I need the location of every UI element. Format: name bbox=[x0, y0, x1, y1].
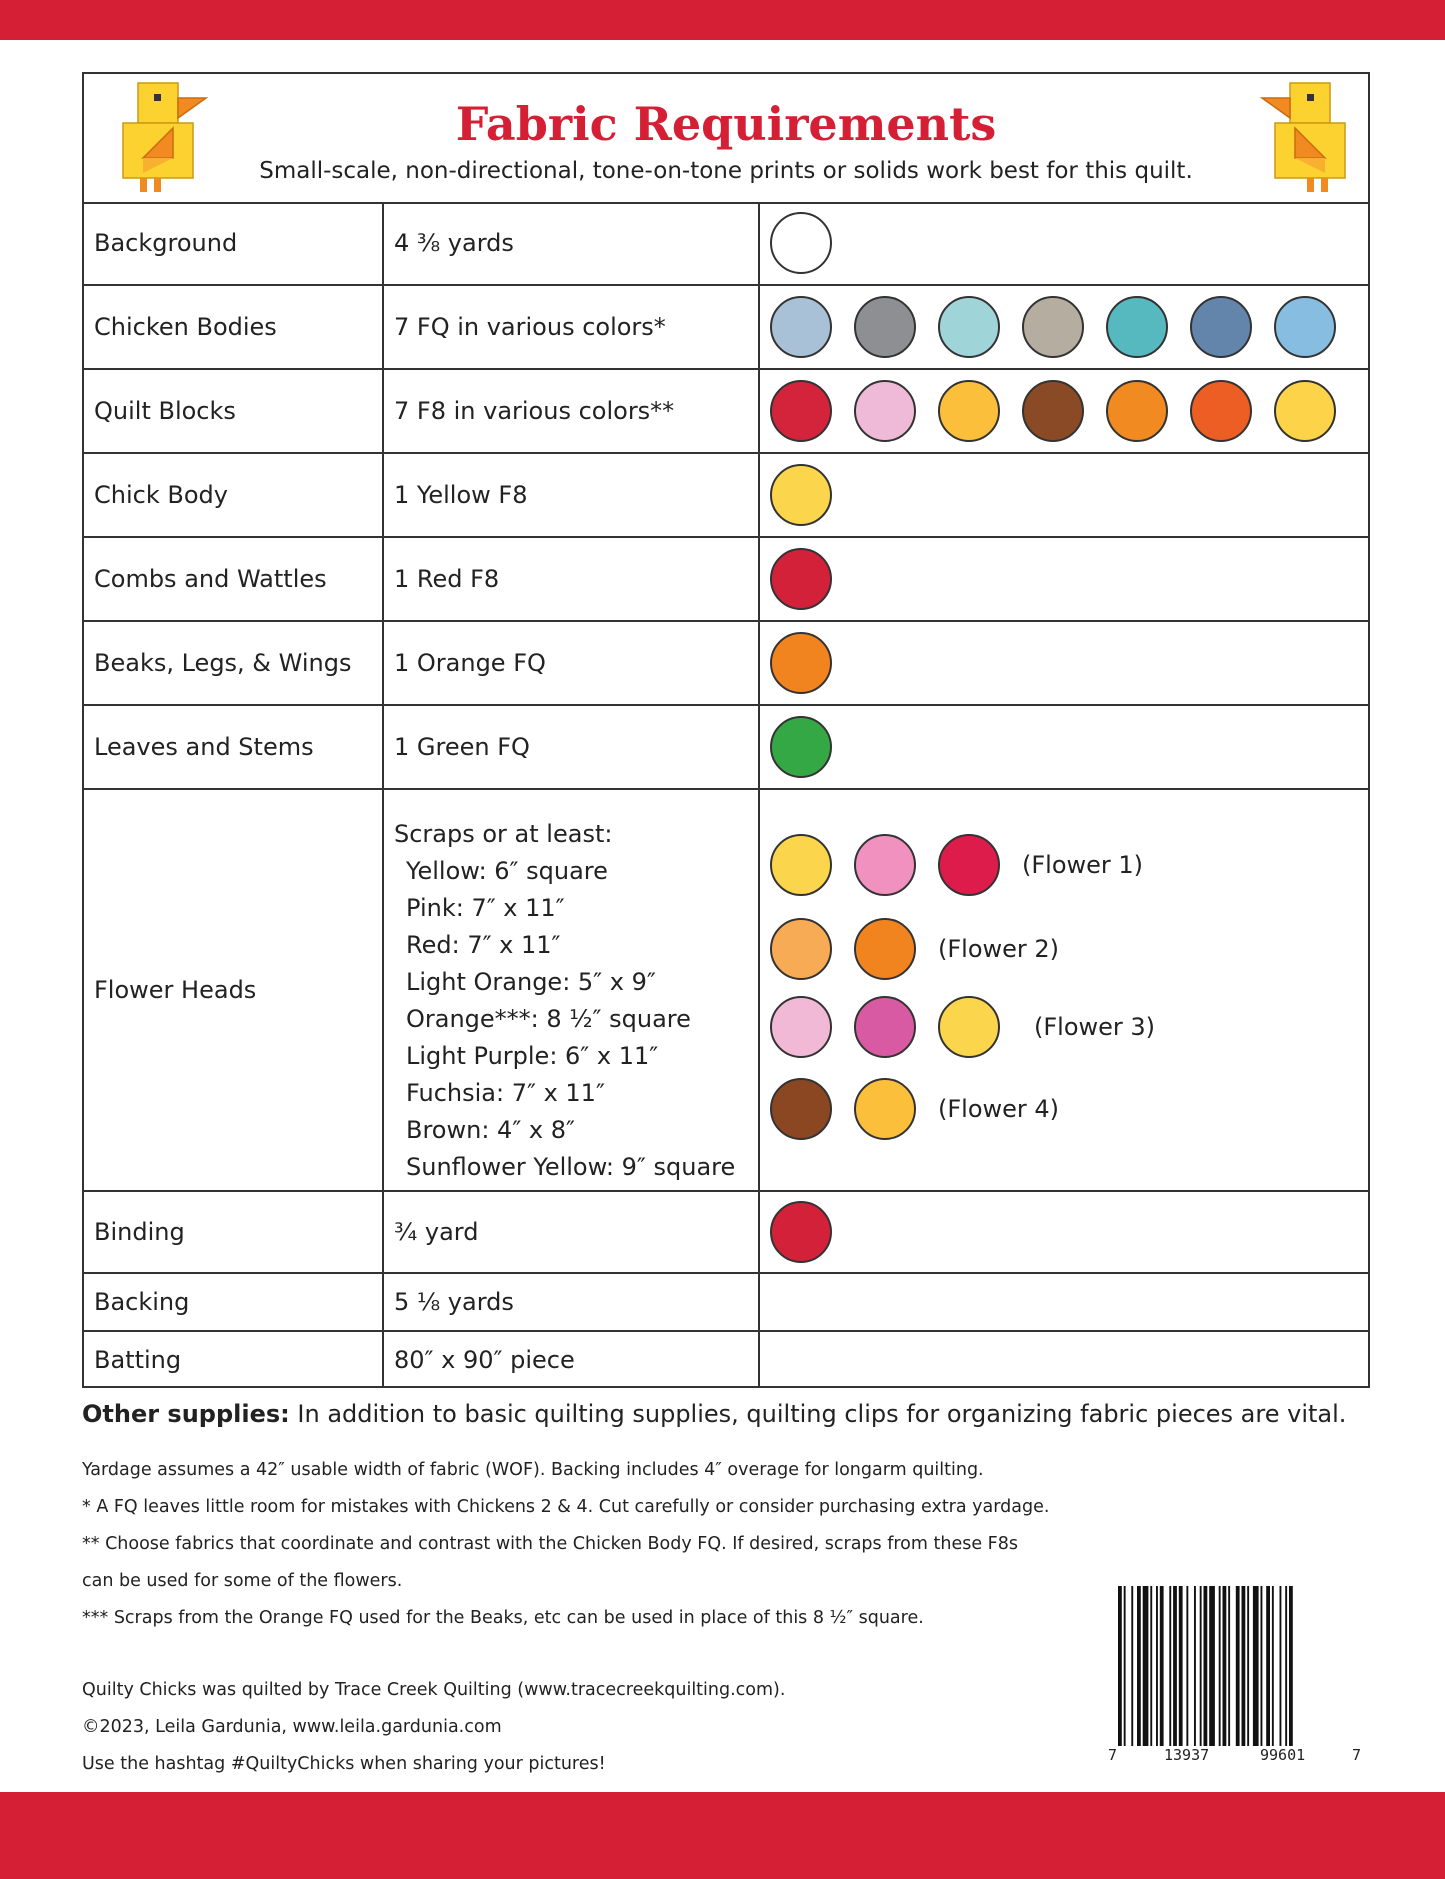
fabric-requirements-table bbox=[82, 72, 1370, 1388]
fabric-swatch bbox=[938, 834, 1000, 896]
swatch-list bbox=[770, 548, 854, 610]
swatch-list bbox=[770, 632, 854, 694]
fabric-swatch bbox=[938, 996, 1000, 1058]
list-item: Light Purple: 6″ x 11″ bbox=[406, 1042, 659, 1070]
swatch-list bbox=[770, 212, 854, 274]
swatch-list bbox=[770, 380, 1358, 442]
flower-group-2 bbox=[770, 918, 1059, 980]
barcode bbox=[1118, 1586, 1368, 1746]
credit-line: Quilty Chicks was quilted by Trace Creek Quilting (www.tracecreekquilting.com). bbox=[82, 1680, 786, 1700]
list-item: Sunflower Yellow: 9″ square bbox=[406, 1153, 736, 1181]
flower-group-1 bbox=[770, 834, 1143, 896]
table-row bbox=[84, 1274, 1368, 1332]
barcode-bar bbox=[1137, 1586, 1141, 1746]
fabric-amount: 80″ x 90″ piece bbox=[394, 1346, 575, 1374]
barcode-bar bbox=[1289, 1586, 1293, 1746]
flower-group-label: (Flower 4) bbox=[938, 1095, 1060, 1123]
table-row bbox=[84, 622, 1368, 706]
table-row bbox=[84, 538, 1368, 622]
list-item: Orange***: 8 ½″ square bbox=[406, 1005, 691, 1033]
table-row bbox=[84, 1192, 1368, 1274]
barcode-group: 13937 bbox=[1164, 1746, 1210, 1764]
fabric-label: Beaks, Legs, & Wings bbox=[94, 649, 352, 677]
barcode-bar bbox=[1242, 1586, 1246, 1746]
fabric-swatch bbox=[1022, 296, 1084, 358]
fabric-amount: 1 Orange FQ bbox=[394, 649, 546, 677]
list-item: Pink: 7″ x 11″ bbox=[406, 894, 565, 922]
flower-group-label: (Flower 3) bbox=[1034, 1013, 1156, 1041]
fabric-amount: 4 ⅜ yards bbox=[394, 229, 514, 257]
swatch-list bbox=[770, 1201, 854, 1263]
fabric-swatch bbox=[854, 834, 916, 896]
fabric-swatch bbox=[854, 380, 916, 442]
swatch-list bbox=[770, 918, 938, 980]
list-item: Fuchsia: 7″ x 11″ bbox=[406, 1079, 605, 1107]
swatch-list bbox=[770, 834, 1022, 896]
footnote: *** Scraps from the Orange FQ used for the Beaks, etc can be used in place of this 8 ½″ square. bbox=[82, 1608, 924, 1628]
fabric-label: Background bbox=[94, 229, 238, 257]
table-row bbox=[84, 370, 1368, 454]
barcode-bar bbox=[1280, 1586, 1282, 1746]
fabric-swatch bbox=[770, 1201, 832, 1263]
fabric-swatch bbox=[770, 464, 832, 526]
fabric-swatch bbox=[1190, 296, 1252, 358]
fabric-swatch bbox=[770, 716, 832, 778]
credit-line: ©2023, Leila Gardunia, www.leila.gardunia.com bbox=[82, 1717, 502, 1737]
barcode-bar bbox=[1169, 1586, 1171, 1746]
table-row-flower-heads bbox=[84, 790, 1368, 1192]
table-row bbox=[84, 454, 1368, 538]
fabric-swatch bbox=[770, 380, 832, 442]
barcode-bar bbox=[1285, 1586, 1287, 1746]
table-row bbox=[84, 1332, 1368, 1388]
page-subtitle: Small-scale, non-directional, tone-on-tone prints or solids work best for this quilt. bbox=[259, 158, 1193, 184]
barcode-bar bbox=[1223, 1586, 1227, 1746]
fabric-swatch bbox=[1274, 296, 1336, 358]
fabric-label: Leaves and Stems bbox=[94, 733, 314, 761]
list-item: Yellow: 6″ square bbox=[406, 857, 608, 885]
fabric-amount: 5 ⅛ yards bbox=[394, 1288, 514, 1316]
barcode-bar bbox=[1124, 1586, 1126, 1746]
swatch-list bbox=[770, 464, 854, 526]
fabric-swatch bbox=[770, 212, 832, 274]
footnote: ** Choose fabrics that coordinate and contrast with the Chicken Body FQ. If desired, scraps from these F8s bbox=[82, 1534, 1018, 1554]
fabric-amount: 1 Green FQ bbox=[394, 733, 530, 761]
fabric-amount: 1 Red F8 bbox=[394, 565, 500, 593]
flower-group-4 bbox=[770, 1078, 1059, 1140]
flower-scrap-list bbox=[394, 816, 735, 1186]
fabric-label: Combs and Wattles bbox=[94, 565, 327, 593]
fabric-label: Batting bbox=[94, 1346, 182, 1374]
fabric-swatch bbox=[1022, 380, 1084, 442]
credit-line: Use the hashtag #QuiltyChicks when sharing your pictures! bbox=[82, 1754, 606, 1774]
fabric-amount: 7 F8 in various colors** bbox=[394, 397, 675, 425]
fabric-label: Quilt Blocks bbox=[94, 397, 236, 425]
barcode-bar bbox=[1179, 1586, 1183, 1746]
fabric-swatch bbox=[1190, 380, 1252, 442]
fabric-swatch bbox=[854, 296, 916, 358]
fabric-swatch bbox=[770, 834, 832, 896]
barcode-bar bbox=[1143, 1586, 1149, 1746]
barcode-bar bbox=[1186, 1586, 1188, 1746]
credits bbox=[82, 1672, 785, 1783]
fabric-label: Flower Heads bbox=[94, 976, 257, 1004]
bottom-red-band bbox=[0, 1792, 1445, 1879]
barcode-bar bbox=[1236, 1586, 1240, 1746]
barcode-bar bbox=[1150, 1586, 1152, 1746]
list-item: Brown: 4″ x 8″ bbox=[406, 1116, 575, 1144]
footnotes bbox=[82, 1452, 1049, 1637]
barcode-bar bbox=[1247, 1586, 1249, 1746]
other-supplies bbox=[82, 1398, 1346, 1430]
flower-group-label: (Flower 1) bbox=[1022, 851, 1144, 879]
barcode-bar bbox=[1219, 1586, 1221, 1746]
barcode-bar bbox=[1173, 1586, 1177, 1746]
swatch-list bbox=[770, 716, 854, 778]
barcode-bar bbox=[1160, 1586, 1164, 1746]
fabric-swatch bbox=[938, 380, 1000, 442]
flower-group-3 bbox=[770, 996, 1155, 1058]
swatch-list bbox=[770, 296, 1358, 358]
barcode-digit: 7 bbox=[1352, 1746, 1362, 1764]
other-supplies-text: In addition to basic quilting supplies, quilting clips for organizing fabric pieces are vital. bbox=[289, 1400, 1347, 1428]
footnote: can be used for some of the flowers. bbox=[82, 1571, 403, 1591]
barcode-bar bbox=[1209, 1586, 1215, 1746]
barcode-bar bbox=[1131, 1586, 1133, 1746]
fabric-swatch bbox=[854, 996, 916, 1058]
flower-group-label: (Flower 2) bbox=[938, 935, 1060, 963]
fabric-swatch bbox=[1274, 380, 1336, 442]
fabric-swatch bbox=[770, 632, 832, 694]
barcode-bar bbox=[1228, 1586, 1230, 1746]
top-red-band bbox=[0, 0, 1445, 40]
barcode-bar bbox=[1253, 1586, 1259, 1746]
barcode-bar bbox=[1200, 1586, 1202, 1746]
swatch-list bbox=[770, 1078, 938, 1140]
fabric-swatch bbox=[938, 296, 1000, 358]
fabric-amount: 1 Yellow F8 bbox=[394, 481, 528, 509]
barcode-numbers bbox=[1108, 1746, 1378, 1768]
fabric-swatch bbox=[1106, 380, 1168, 442]
list-item: Light Orange: 5″ x 9″ bbox=[406, 968, 656, 996]
list-item: Red: 7″ x 11″ bbox=[406, 931, 561, 959]
fabric-amount: 7 FQ in various colors* bbox=[394, 313, 666, 341]
barcode-bar bbox=[1204, 1586, 1208, 1746]
fabric-swatch bbox=[1106, 296, 1168, 358]
barcode-bar bbox=[1118, 1586, 1122, 1746]
fabric-swatch bbox=[854, 918, 916, 980]
fabric-amount: ¾ yard bbox=[394, 1218, 479, 1246]
table-header bbox=[84, 74, 1368, 204]
fabric-swatch bbox=[770, 918, 832, 980]
swatch-list bbox=[770, 996, 1022, 1058]
barcode-bar bbox=[1266, 1586, 1270, 1746]
fabric-label: Chicken Bodies bbox=[94, 313, 277, 341]
table-row bbox=[84, 286, 1368, 370]
requirements-rows bbox=[84, 202, 1368, 1388]
barcode-bar bbox=[1156, 1586, 1158, 1746]
fabric-label: Chick Body bbox=[94, 481, 228, 509]
table-row bbox=[84, 202, 1368, 286]
fabric-label: Backing bbox=[94, 1288, 190, 1316]
footnote: * A FQ leaves little room for mistakes with Chickens 2 & 4. Cut carefully or consider purchasing extra yardage. bbox=[82, 1497, 1050, 1517]
chick-icon bbox=[1250, 78, 1350, 198]
fabric-label: Binding bbox=[94, 1218, 185, 1246]
fabric-swatch bbox=[770, 996, 832, 1058]
page-title: Fabric Requirements bbox=[455, 97, 997, 151]
fabric-swatch bbox=[770, 1078, 832, 1140]
barcode-group: 99601 bbox=[1260, 1746, 1306, 1764]
barcode-bar bbox=[1261, 1586, 1263, 1746]
other-supplies-lead: Other supplies: bbox=[82, 1400, 290, 1428]
barcode-bar bbox=[1272, 1586, 1274, 1746]
fabric-swatch bbox=[854, 1078, 916, 1140]
barcode-bar bbox=[1194, 1586, 1196, 1746]
footnote: Yardage assumes a 42″ usable width of fabric (WOF). Backing includes 4″ overage for longarm quilting. bbox=[82, 1460, 984, 1480]
list-title: Scraps or at least: bbox=[394, 820, 613, 848]
fabric-swatch bbox=[770, 296, 832, 358]
table-row bbox=[84, 706, 1368, 790]
fabric-swatch bbox=[770, 548, 832, 610]
barcode-digit: 7 bbox=[1108, 1746, 1118, 1764]
